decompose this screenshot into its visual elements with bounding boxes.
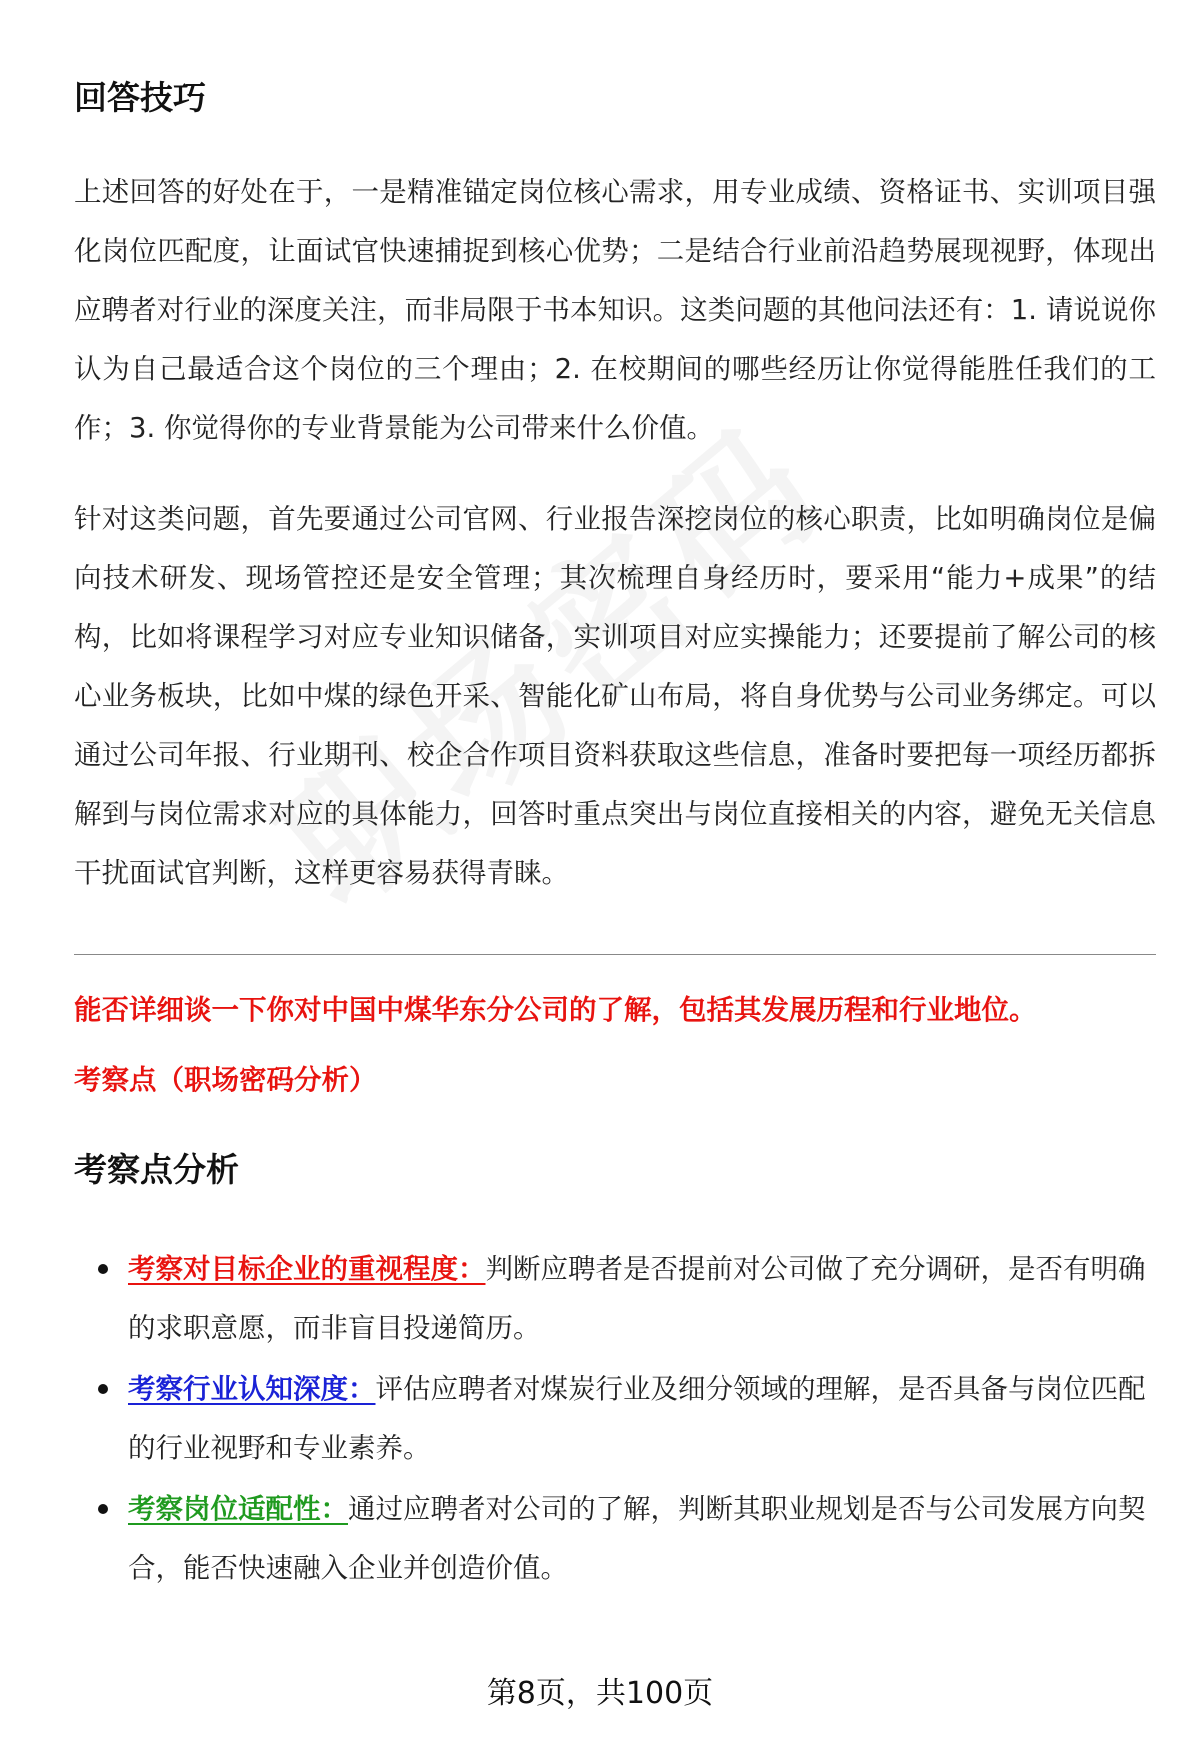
item-text: 通过应聘者对公司的了解，判断其职业规划是否与公司发展方向契合，能否快速融入企业并创造价值。 — [128, 1493, 1146, 1584]
answer-tips-paragraph-1: 上述回答的好处在于，一是精准锚定岗位核心需求，用专业成绩、资格证书、实训项目强化岗位匹配度，让面试官快速捕捉到核心优势；二是结合行业前沿趋势展现视野，体现出应聘者对行业的深度关注，而非局限于书本知识。这类问题的其他问法还有：1. 请说说你认为自己最适合这个岗位的三个理由；2. 在校期间的哪些经历让你觉得能胜任我们的工作；3. 你觉得你的专业背景能为公司带来什么价值。 — [74, 176, 1156, 444]
bullet-icon — [98, 1504, 108, 1514]
item-keyword: 考察对目标企业的重视程度： — [128, 1253, 486, 1285]
section-divider — [74, 954, 1156, 955]
item-keyword: 考察岗位适配性： — [128, 1493, 348, 1525]
item-keyword: 考察行业认知深度： — [128, 1373, 376, 1405]
page-number: 第8页，共100页 — [486, 1676, 714, 1711]
item-text: 判断应聘者是否提前对公司做了充分调研，是否有明确的求职意愿，而非盲目投递简历。 — [128, 1253, 1146, 1344]
bullet-icon — [98, 1264, 108, 1274]
interview-question: 能否详细谈一下你对中国中煤华东分公司的了解，包括其发展历程和行业地位。 — [74, 994, 1037, 1026]
item-text: 评估应聘者对煤炭行业及细分领域的理解，是否具备与岗位匹配的行业视野和专业素养。 — [128, 1373, 1146, 1464]
answer-tips-paragraph-2: 针对这类问题，首先要通过公司官网、行业报告深挖岗位的核心职责，比如明确岗位是偏向技术研发、现场管控还是安全管理；其次梳理自身经历时，要采用“能力+成果”的结构，比如将课程学习对应专业知识储备，实训项目对应实操能力；还要提前了解公司的核心业务板块，比如中煤的绿色开采、智能化矿山布局，将自身优势与公司业务绑定。可以通过公司年报、行业期刊、校企合作项目资料获取这些信息，准备时要把每一项经历都拆解到与岗位需求对应的具体能力，回答时重点突出与岗位直接相关的内容，避免无关信息干扰面试官判断，这样更容易获得青睐。 — [74, 503, 1156, 889]
list-item — [74, 1480, 1156, 1598]
question-subtitle: 考察点（职场密码分析） — [74, 1064, 377, 1096]
analysis-list — [74, 1240, 1156, 1600]
list-item — [74, 1360, 1156, 1478]
bullet-icon — [98, 1384, 108, 1394]
section-heading-analysis: 考察点分析 — [74, 1150, 239, 1189]
section-heading-answer-tips: 回答技巧 — [74, 78, 206, 117]
list-item — [74, 1240, 1156, 1358]
